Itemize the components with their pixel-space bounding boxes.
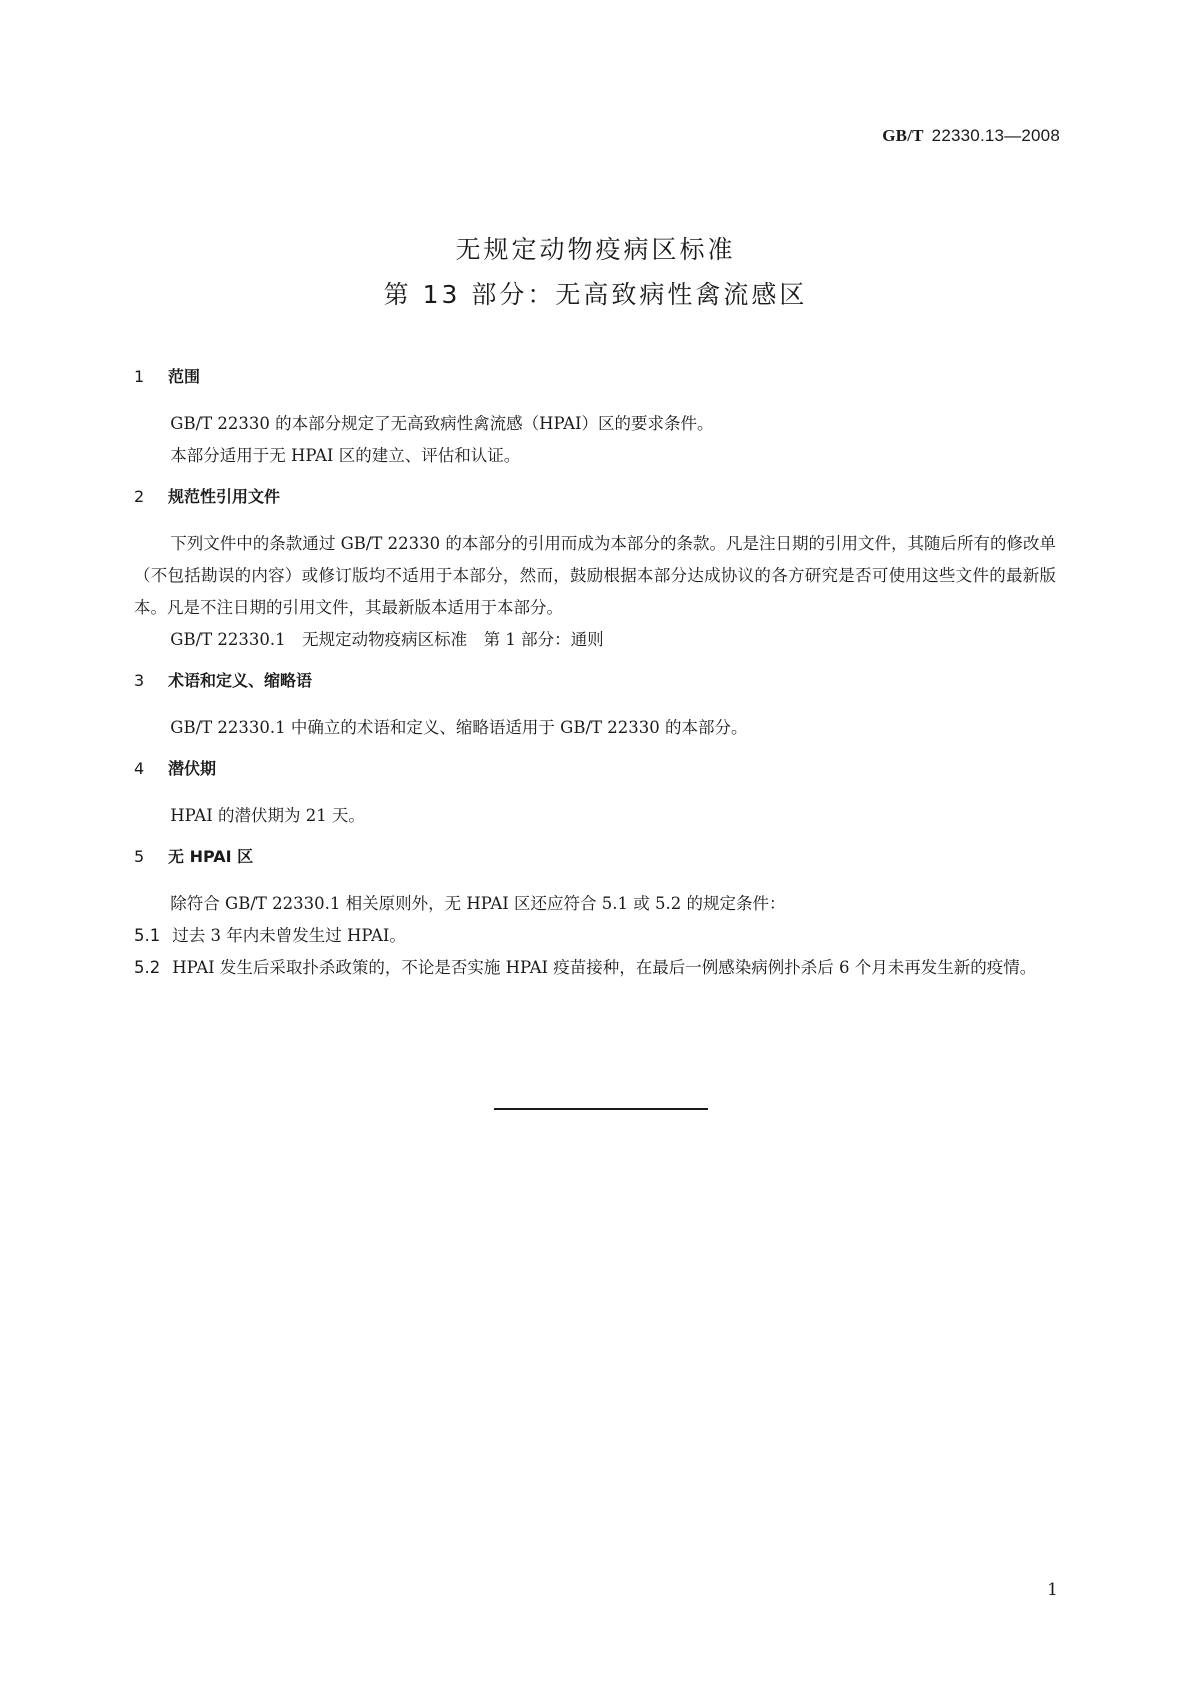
standard-prefix: GB/T bbox=[882, 126, 924, 145]
section-2-reference: GB/T 22330.1 无规定动物疫病区标准 第 1 部分：通则 bbox=[170, 630, 604, 649]
clause-5-2 bbox=[134, 952, 1056, 984]
section-1-paragraph-2: 本部分适用于无 HPAI 区的建立、评估和认证。 bbox=[170, 446, 521, 465]
clause-text: 过去 3 年内未曾发生过 HPAI。 bbox=[172, 926, 406, 945]
section-number: 5 bbox=[134, 847, 145, 866]
section-5-heading bbox=[134, 846, 1056, 868]
section-title: 术语和定义、缩略语 bbox=[168, 671, 313, 690]
section-number: 1 bbox=[134, 367, 145, 386]
section-2-paragraph-1: 下列文件中的条款通过 GB/T 22330 的本部分的引用而成为本部分的条款。凡是注日期的引用文件，其随后所有的修改单（不包括勘误的内容）或修订版均不适用于本部分，然而，鼓励根据本部分达成协议的各方研究是否可使用这些文件的最新版本。凡是不注日期的引用文件，其最新版本适用于本部分。 bbox=[134, 534, 1056, 617]
section-2-heading bbox=[134, 486, 1056, 508]
section-number: 3 bbox=[134, 671, 145, 690]
document-title: 无规定动物疫病区标准 bbox=[455, 235, 736, 264]
section-4-paragraph-1: HPAI 的潜伏期为 21 天。 bbox=[170, 806, 365, 825]
section-1-heading bbox=[134, 366, 1056, 388]
standard-code bbox=[882, 126, 1060, 146]
section-title: 规范性引用文件 bbox=[168, 487, 281, 506]
section-4-heading bbox=[134, 758, 1056, 780]
section-3-paragraph-1: GB/T 22330.1 中确立的术语和定义、缩略语适用于 GB/T 22330 的本部分。 bbox=[170, 718, 748, 737]
clause-number: 5.2 bbox=[134, 958, 161, 977]
section-number: 4 bbox=[134, 759, 145, 778]
page-number: 1 bbox=[1047, 1580, 1058, 1600]
section-title: 范围 bbox=[168, 367, 201, 386]
section-title: 无 HPAI 区 bbox=[168, 847, 254, 866]
clause-5-1 bbox=[134, 920, 1056, 952]
section-5-paragraph-1: 除符合 GB/T 22330.1 相关原则外，无 HPAI 区还应符合 5.1 或 5.2 的规定条件： bbox=[170, 894, 786, 913]
standard-number: 22330.13—2008 bbox=[931, 126, 1060, 145]
section-3-heading bbox=[134, 670, 1056, 692]
document-subtitle: 第 13 部分：无高致病性禽流感区 bbox=[383, 280, 808, 309]
section-title: 潜伏期 bbox=[168, 759, 217, 778]
section-number: 2 bbox=[134, 487, 145, 506]
end-of-text-rule bbox=[494, 1108, 708, 1110]
section-1-paragraph-1: GB/T 22330 的本部分规定了无高致病性禽流感（HPAI）区的要求条件。 bbox=[170, 414, 714, 433]
document-body bbox=[134, 366, 1056, 984]
clause-number: 5.1 bbox=[134, 926, 161, 945]
clause-text: HPAI 发生后采取扑杀政策的，不论是否实施 HPAI 疫苗接种，在最后一例感染病例扑杀后 6 个月未再发生新的疫情。 bbox=[172, 958, 1037, 977]
